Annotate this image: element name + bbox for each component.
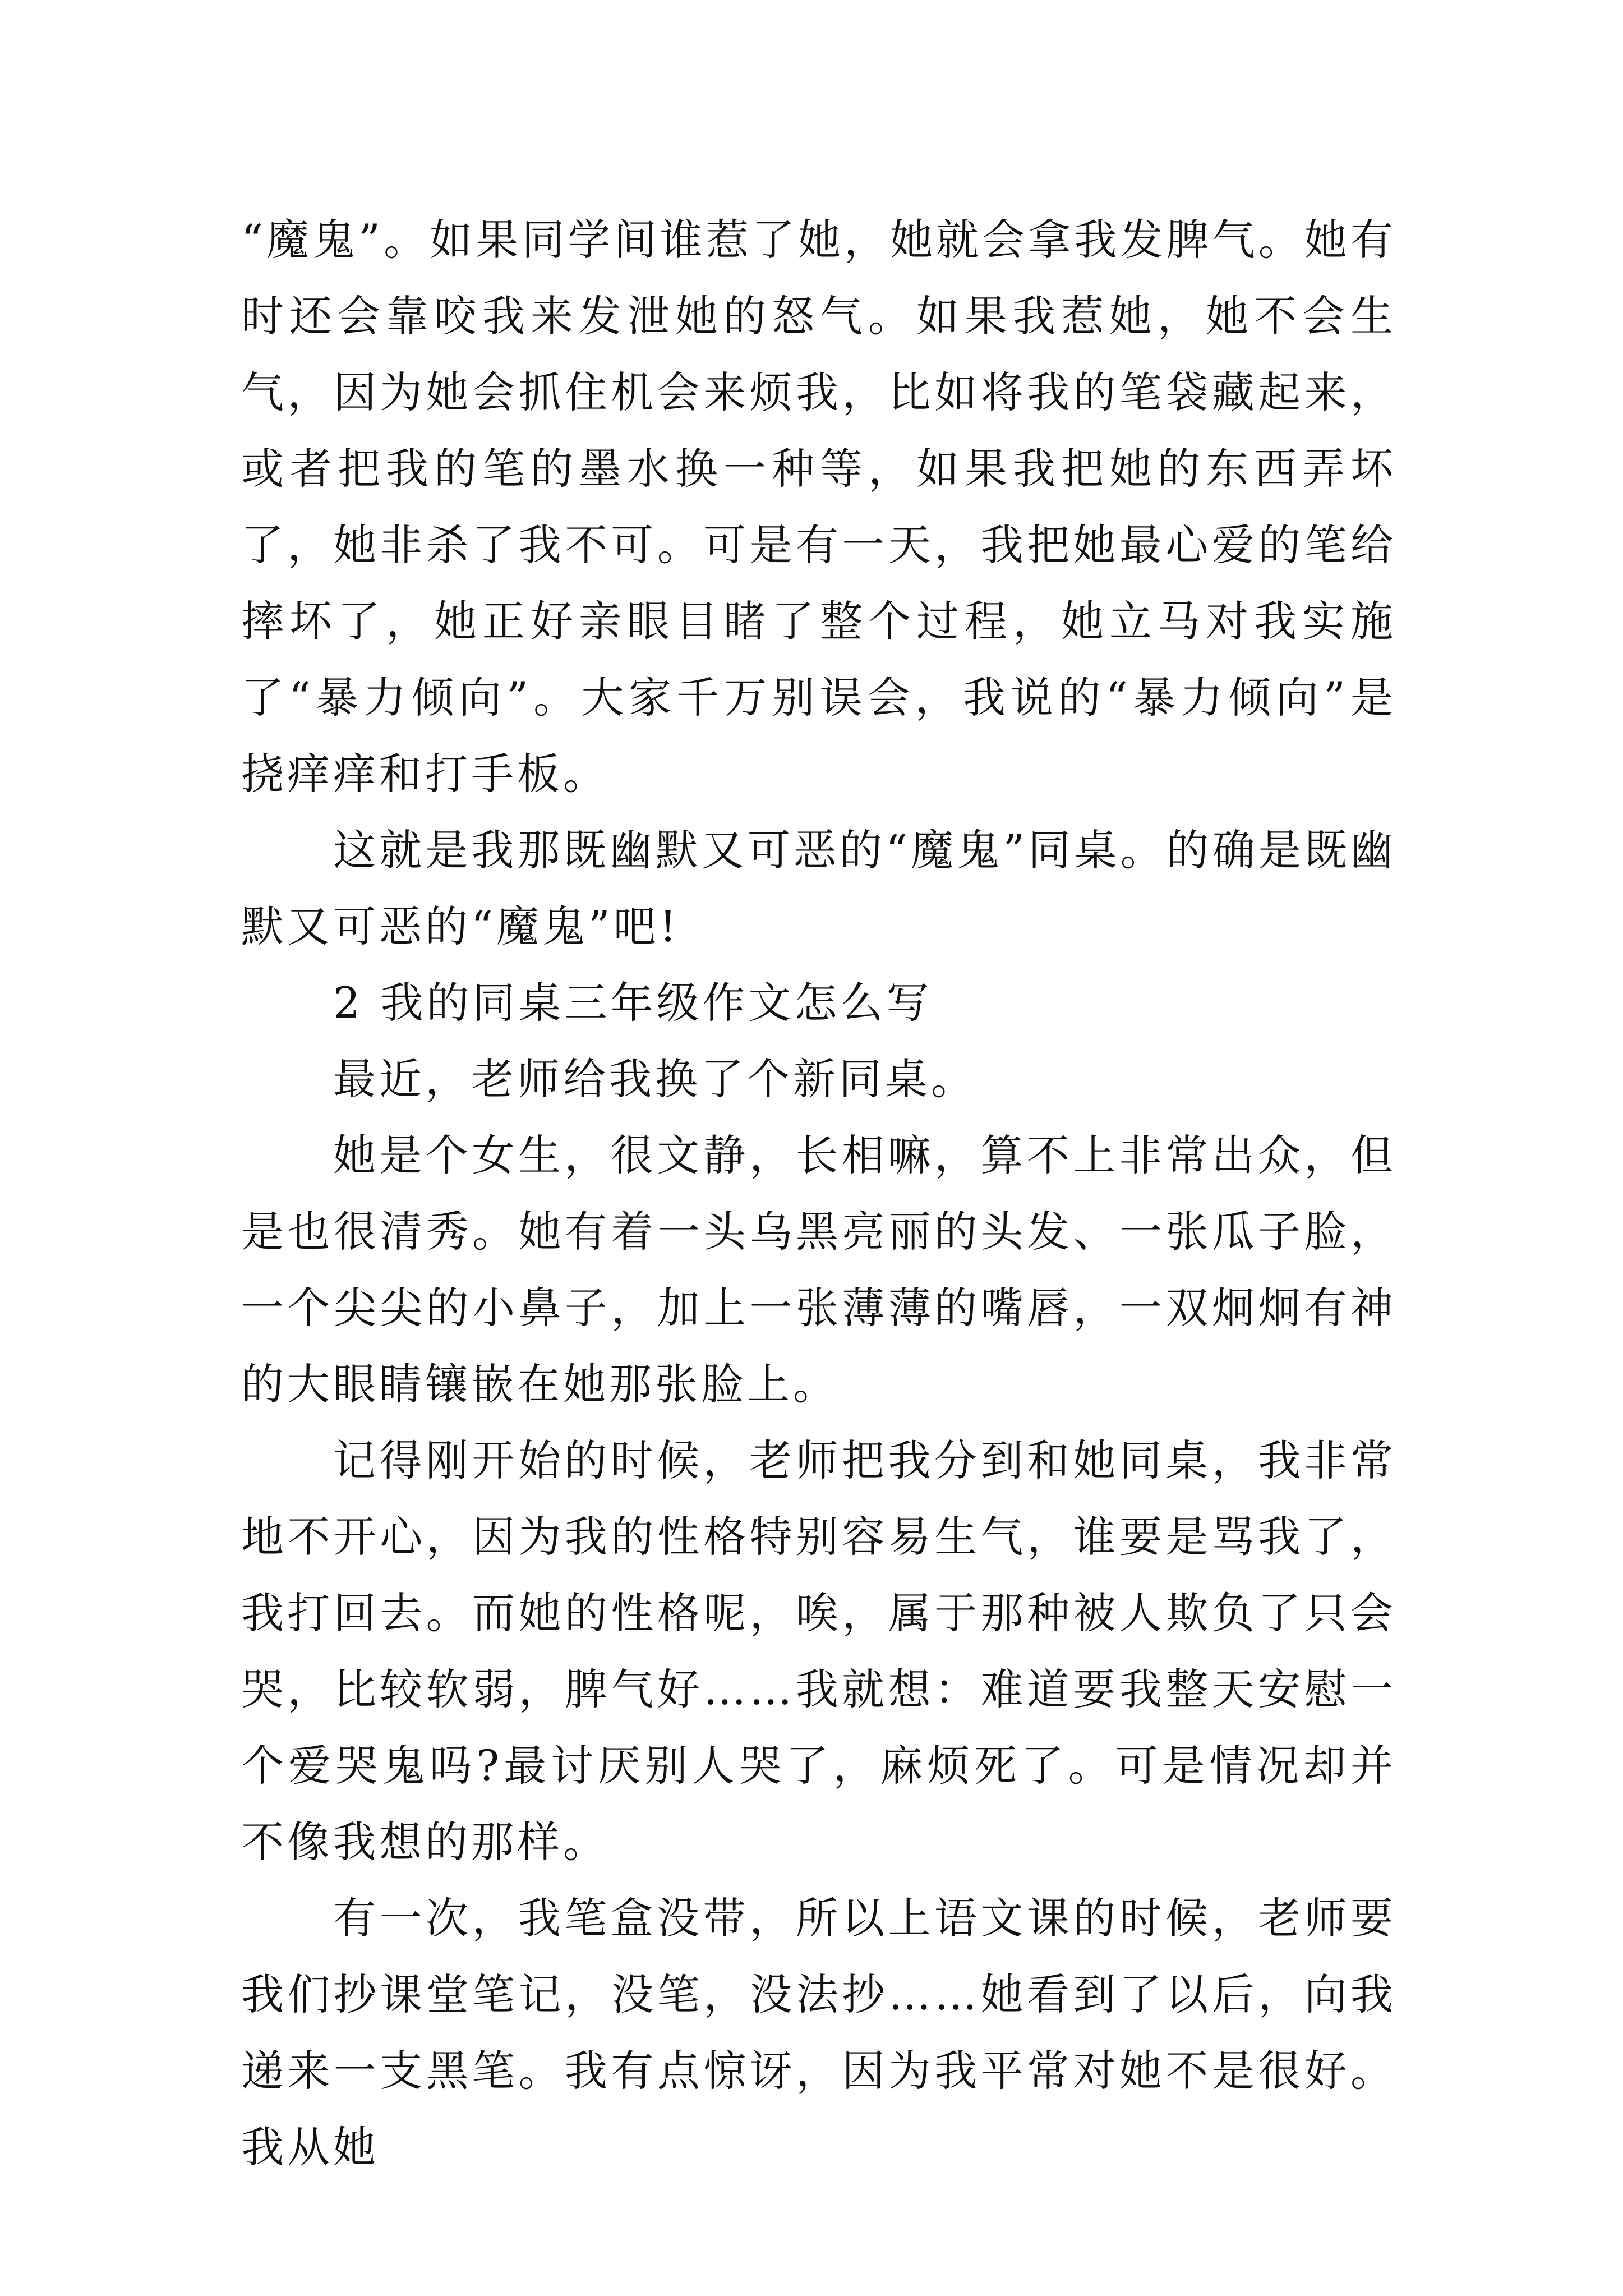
section-heading: 2 我的同桌三年级作文怎么写 bbox=[333, 978, 933, 1028]
paragraph-4: 她是个女生，很文静，长相嘛，算不上非常出众，但是也很清秀。她有着一头乌黑亮丽的头发、一张瓜子脸，一个尖尖的小鼻子，加上一张薄薄的嘴唇，一双炯炯有神的大眼睛镶嵌在她那张脸上。 bbox=[241, 1130, 1396, 1409]
document-body bbox=[241, 202, 1396, 2185]
paragraph-6: 有一次，我笔盒没带，所以上语文课的时候，老师要我们抄课堂笔记，没笔，没法抄……她看到了以后，向我递来一支黑笔。我有点惊讶，因为我平常对她不是很好。我从她 bbox=[241, 1893, 1396, 2172]
paragraph-2: 这就是我那既幽默又可恶的“魔鬼”同桌。的确是既幽默又可恶的“魔鬼”吧! bbox=[241, 825, 1396, 951]
paragraph-3: 最近，老师给我换了个新同桌。 bbox=[333, 1054, 977, 1104]
paragraph-1: “魔鬼”。如果同学间谁惹了她，她就会拿我发脾气。她有时还会靠咬我来发泄她的怒气。如果我惹她，她不会生气，因为她会抓住机会来烦我，比如将我的笔袋藏起来，或者把我的笔的墨水换一种等，如果我把她的东西弄坏了，她非杀了我不可。可是有一天，我把她最心爱的笔给摔坏了，她正好亲眼目睹了整个过程，她立马对我实施了“暴力倾向”。大家千万别误会，我说的“暴力倾向”是挠痒痒和打手板。 bbox=[241, 215, 1396, 799]
paragraph-5: 记得刚开始的时候，老师把我分到和她同桌，我非常地不开心，因为我的性格特别容易生气，谁要是骂我了，我打回去。而她的性格呢，唉，属于那种被人欺负了只会哭，比较软弱，脾气好……我就想：难道要我整天安慰一个爱哭鬼吗?最讨厌别人哭了，麻烦死了。可是情况却并不像我想的那样。 bbox=[241, 1435, 1396, 1867]
